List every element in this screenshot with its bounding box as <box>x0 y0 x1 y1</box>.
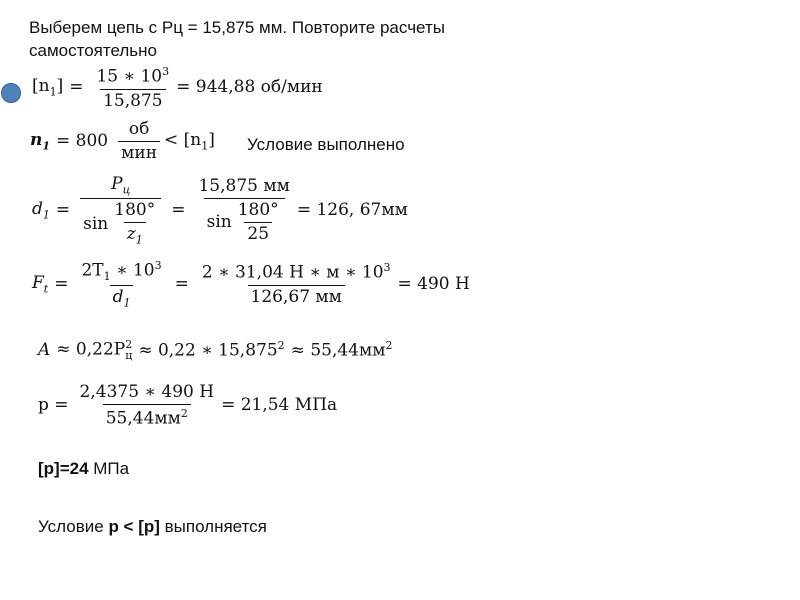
eq4-f1-num-sup: 3 <box>154 259 162 272</box>
eq5-p1-sup: 2 <box>125 338 133 351</box>
eq3-f1-num-sub: ц <box>122 183 131 197</box>
eq6-den-sup: 2 <box>180 407 188 420</box>
equation-pressure <box>38 384 337 428</box>
equation-ft: $F_t$ = $\frac{2T_1 ∗ 10^3}{d_1}$ = $\frac{2 ∗ 31,04 Н ∗ м ∗ 10^3}{126,67 мм}$ = 490 Н <box>32 259 470 310</box>
eq5-lhs: A <box>38 339 51 360</box>
eq6-rhs: = 21,54 МПа <box>221 395 338 416</box>
eq4-fraction-1 <box>78 260 164 308</box>
eq2-den: мин <box>118 141 160 162</box>
eq2-cmp: < [n <box>164 129 202 150</box>
eq4-f2-num-sup: 3 <box>383 261 391 275</box>
eq6-lhs: р = <box>38 395 69 416</box>
equation-n1-check <box>30 121 215 162</box>
eq4-f1-num-rest: ∗ 10 <box>110 260 155 281</box>
eq4-f2-den: 126,67 мм <box>248 285 345 306</box>
eq3-f1-den-den: z <box>126 224 136 245</box>
eq5-p2: ≈ 0,22 ∗ 15,875 <box>138 340 278 361</box>
eq4-f1-num-sub: 1 <box>103 270 111 284</box>
eq5-p3-sup: 2 <box>385 339 393 353</box>
eq1-lhs: [n <box>32 76 50 97</box>
eq4-f1-num: 2T <box>81 260 104 281</box>
eq3-f1-sin: sin <box>83 213 109 234</box>
eq2-num: об <box>128 119 150 139</box>
condition-expression: р < [р] <box>108 517 160 536</box>
eq1-num-sup: 3 <box>162 65 170 78</box>
eq3-f2-num: 15,875 мм <box>198 176 290 197</box>
eq3-f1-den-num: 180° <box>114 200 156 221</box>
eq6-fraction <box>77 384 218 428</box>
eq2-lhs-sub: 1 <box>42 139 51 153</box>
eq3-lhs: d <box>32 199 43 220</box>
pressure-condition <box>38 517 267 537</box>
eq4-lhs-sub: t <box>43 281 49 295</box>
slide-title: Выберем цепь с Рц = 15,875 мм. Повторите расчеты самостоятельно <box>29 18 445 60</box>
eq3-rhs: = 126, 67мм <box>296 200 408 221</box>
equation-n1-allowed: $[n_1]$ = $\frac{15 ∗ 10^3}{15,875}$ = 944,88 об/мин <box>32 65 323 111</box>
equation-d1: $d_1$ = $P_ц$ sin $\frac{180^\circ}{z_1}$ = 15,875 мм sin $\frac{180^\circ}{25}$ = 126, 67мм <box>32 174 408 247</box>
allowed-pressure-value: [р]=24 <box>38 459 89 478</box>
eq3-f1-den-den-sub: 1 <box>135 233 143 247</box>
eq3-fraction-1 <box>80 176 161 246</box>
eq2-cmp-close: ] <box>208 129 215 150</box>
eq5-p2-sup: 2 <box>277 339 285 353</box>
eq4-fraction-2 <box>199 262 394 306</box>
equation-area <box>38 339 392 361</box>
eq3-f2-den-den: 25 <box>244 222 272 243</box>
eq2-cmp-sub: 1 <box>201 139 209 153</box>
condition-post: выполняется <box>159 517 267 536</box>
bullet-circle-icon <box>1 83 21 103</box>
eq5-p1-sub: ц <box>125 349 133 362</box>
eq1-num: 15 ∗ 10 <box>96 66 163 87</box>
eq4-f1-den-sub: 1 <box>123 296 131 310</box>
eq2-lhs: n <box>30 129 43 150</box>
condition-met-note: Условие выполнено <box>247 135 405 154</box>
eq1-lhs-close: ] <box>56 76 64 97</box>
eq6-den: 55,44мм <box>105 408 181 429</box>
eq1-rhs: = 944,88 об/мин <box>176 77 323 98</box>
condition-pre: Условие <box>38 517 109 536</box>
eq1-fraction <box>93 66 172 110</box>
eq3-lhs-sub: 1 <box>42 208 50 222</box>
eq5-p3: ≈ 55,44мм <box>290 340 386 361</box>
eq4-rhs: = 490 Н <box>397 273 470 294</box>
eq4-f1-den: d <box>112 287 124 308</box>
eq1-lhs-sub: 1 <box>49 85 57 99</box>
eq4-lhs: F <box>32 272 44 293</box>
allowed-pressure-unit: МПа <box>88 459 130 478</box>
allowed-pressure <box>38 459 129 479</box>
eq2-mid: = 800 <box>56 131 109 151</box>
eq4-f2-num: 2 ∗ 31,04 Н ∗ м ∗ 10 <box>201 263 384 284</box>
eq3-f1-num: P <box>111 174 123 194</box>
eq3-f2-den-num: 180° <box>237 200 279 221</box>
eq5-p1: ≈ 0,22Р <box>56 339 126 360</box>
eq1-den: 15,875 <box>100 89 165 110</box>
eq6-num: 2,4375 ∗ 490 Н <box>79 382 215 402</box>
eq2-fraction <box>118 121 160 162</box>
eq3-fraction-2 <box>195 178 292 243</box>
eq3-f2-sin: sin <box>206 212 232 233</box>
